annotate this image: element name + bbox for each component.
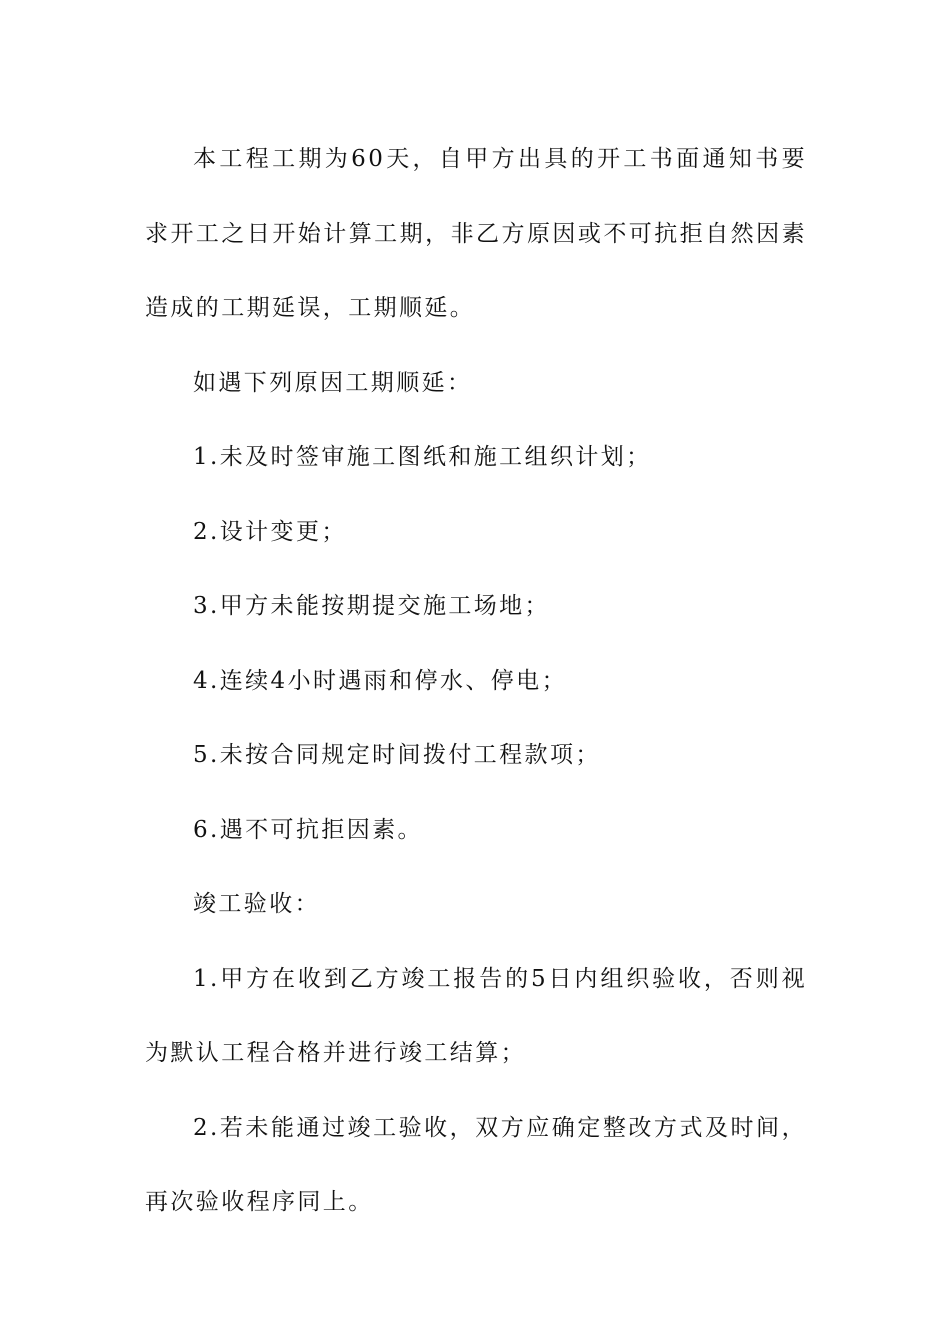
list-item-extension-2: 2.设计变更； <box>193 518 347 545</box>
list-item-extension-4: 4.连续4小时遇雨和停水、停电； <box>193 667 567 694</box>
list-item-acceptance-2: 2.若未能通过竣工验收，双方应确定整改方式及时间，再次验收程序同上。 <box>145 1114 807 1215</box>
list-item-extension-6: 6.遇不可抗拒因素。 <box>193 816 423 843</box>
list-item-extension-5: 5.未按合同规定时间拨付工程款项； <box>193 742 601 768</box>
paragraph-acceptance-heading: 竣工验收： <box>193 891 320 917</box>
list-item-extension-3: 3.甲方未能按期提交施工场地； <box>193 593 550 619</box>
paragraph-construction-period: 本工程工期为60天，自甲方出具的开工书面通知书要求开工之日开始计算工期，非乙方原因或不可抗拒自然因素造成的工期延误，工期顺延。 <box>145 146 807 321</box>
paragraph-extension-heading: 如遇下列原因工期顺延： <box>193 369 473 396</box>
document-body <box>145 122 807 1240</box>
list-item-extension-1: 1.未及时签审施工图纸和施工组织计划； <box>193 444 652 470</box>
list-item-acceptance-1: 1.甲方在收到乙方竣工报告的5日内组织验收，否则视为默认工程合格并进行竣工结算； <box>145 965 807 1066</box>
